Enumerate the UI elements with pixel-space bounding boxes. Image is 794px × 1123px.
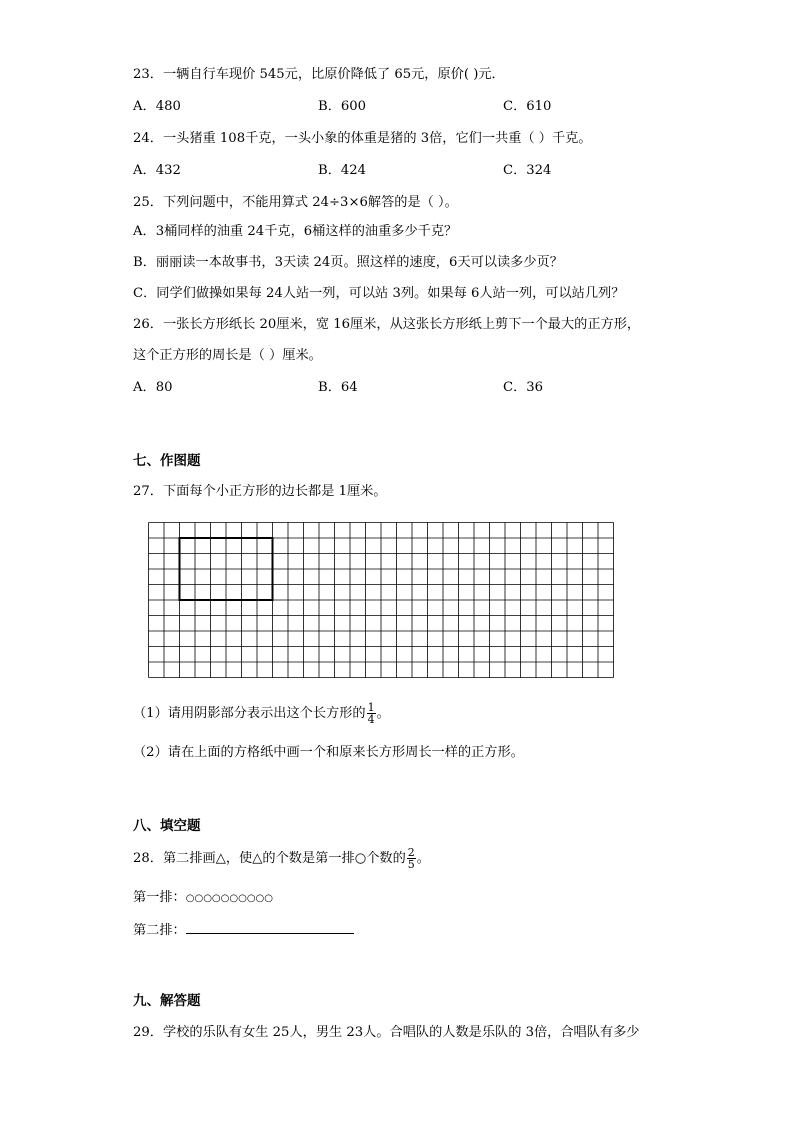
row-2 xyxy=(133,921,354,939)
q24-option-a[interactable]: A．432 xyxy=(133,163,181,178)
section-7-heading: 七、作图题 xyxy=(133,453,201,469)
q27-sub1-suffix: 。 xyxy=(376,706,390,721)
q26-option-a[interactable]: A．80 xyxy=(133,380,173,395)
question-26-text: 26．一张长方形纸长 20厘米，宽 16厘米，从这张长方形纸上剪下一个最大的正方形， xyxy=(133,317,641,332)
question-25-text: 25．下列问题中，不能用算式 24÷3×6解答的是（ ）。 xyxy=(133,195,458,210)
row-1-circles: ○○○○○○○○○○ xyxy=(185,893,274,904)
q28-suffix: 。 xyxy=(416,851,430,866)
q25-option-b[interactable]: B．丽丽读一本故事书，3天读 24页。照这样的速度，6天可以读多少页？ xyxy=(133,255,563,270)
question-29-text: 29．学校的乐队有女生 25人，男生 23人。合唱队的人数是乐队的 3倍，合唱队有多少 xyxy=(133,1025,640,1040)
q24-option-b[interactable]: B．424 xyxy=(318,163,367,178)
fraction-numerator: 1 xyxy=(367,701,375,714)
q23-option-a[interactable]: A．480 xyxy=(133,99,181,114)
fraction-one-quarter xyxy=(367,702,376,725)
q26-option-b[interactable]: B．64 xyxy=(318,380,358,395)
q25-option-a[interactable]: A．3桶同样的油重 24千克，6桶这样的油重多少千克？ xyxy=(133,224,458,239)
question-23-text: 23．一辆自行车现价 545元，比原价降低了 65元，原价( )元． xyxy=(133,67,505,82)
fraction-two-fifths xyxy=(407,847,416,870)
q24-option-c[interactable]: C．324 xyxy=(503,163,552,178)
question-28-text xyxy=(133,847,430,870)
question-24-text: 24．一头猪重 108千克，一头小象的体重是猪的 3倍，它们一共重（ ）千克。 xyxy=(133,131,592,146)
q25-option-c[interactable]: C．同学们做操如果每 24人站一列，可以站 3列。如果每 6人站一列，可以站几列？ xyxy=(133,286,625,301)
row-1-label: 第一排： xyxy=(133,890,186,905)
q27-sub1 xyxy=(133,702,390,725)
q27-sub2: （2）请在上面的方格纸中画一个和原来长方形周长一样的正方形。 xyxy=(133,745,524,760)
answer-blank[interactable] xyxy=(186,921,354,934)
question-26-text-cont: 这个正方形的周长是（ ）厘米。 xyxy=(133,348,322,363)
fraction-denominator: 5 xyxy=(407,858,415,871)
row-2-label: 第二排： xyxy=(133,923,186,938)
q26-option-c[interactable]: C．36 xyxy=(503,380,544,395)
fraction-numerator: 2 xyxy=(407,846,415,859)
fraction-denominator: 4 xyxy=(367,713,375,726)
section-8-heading: 八、填空题 xyxy=(133,818,201,834)
q23-option-b[interactable]: B．600 xyxy=(318,99,367,114)
question-27-text: 27．下面每个小正方形的边长都是 1厘米。 xyxy=(133,484,387,499)
q23-option-c[interactable]: C．610 xyxy=(503,99,552,114)
q27-sub1-prefix: （1）请用阴影部分表示出这个长方形的 xyxy=(133,706,366,721)
q28-prefix: 28．第二排画△，使△的个数是第一排○个数的 xyxy=(133,851,406,866)
square-grid[interactable] xyxy=(148,522,617,679)
row-1 xyxy=(133,890,273,907)
section-9-heading: 九、解答题 xyxy=(133,993,201,1009)
